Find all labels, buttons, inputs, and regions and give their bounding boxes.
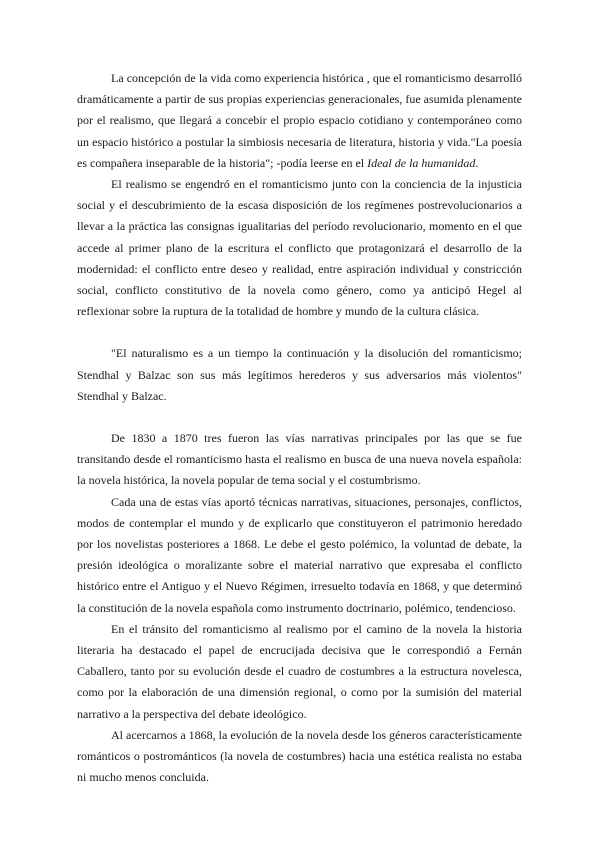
quote-naturalismo: "El naturalismo es a un tiempo la continuación y la disolución del romanticismo; Stendhal y Balzac son sus más legítimos herederos y sus adversarios más violentos" Stendhal y Balzac. [77, 346, 522, 403]
paragraph-spacer [77, 407, 522, 428]
paragraph-acercarnos-1868: Al acercarnos a 1868, la evolución de la novela desde los géneros característicamente románticos o postrománticos (la novela de costumbres) hacia una estética realista no estaba ni mucho menos concluida. [77, 727, 522, 785]
paragraph-spacer [77, 322, 522, 343]
paragraph-realismo-engendro: El realismo se engendró en el romanticismo junto con la conciencia de la injusticia social y el descubrimiento de la escasa disposición de los regímenes postrevolucionarios a llevar a la práctica las consignas igualitarias del período revolucionario, momento en el que accede al primer plano de la escritura el conflicto que protagonizará el desarrollo de la modernidad: el conflicto entre deseo y realidad, entre aspiración individual y constricción social, conflicto constitutivo de la novela como género, como ya anticipó Hegel al reflexionar sobre la ruptura de la totalidad de hombre y mundo de la cultura clásica. [77, 177, 522, 319]
paragraph-vias-narrativas: De 1830 a 1870 tres fueron las vías narrativas principales por las que se fue transitando desde el romanticismo hasta el realismo en busca de una nueva novela española: la novela histórica, la novela popular de tema social y el costumbrismo. [77, 431, 522, 488]
paragraph-concepcion-text: La concepción de la vida como experiencia histórica , que el romanticismo desarrolló dramáticamente a partir de sus propias experiencias generacionales, fue asumida plenamente por el realismo, que llegará a concebir el propio espacio cotidiano y contemporáneo como un espacio histórico a postular la simbiosis necesaria de literatura, historia y vida."La poesía es compañera inseparable de la historia"; -podía leerse en el [77, 71, 522, 170]
paragraph-fernan-caballero: En el tránsito del romanticismo al realismo por el camino de la novela la historia literaria ha destacado el papel de encrucijada decisiva que le correspondió a Fernán Caballero, tanto por su evolución desde el cuadro de costumbres a la estructura novelesca, como por la elaboración de una dimensión regional, o como por la sumisión del material narrativo a la perspectiva del debate ideológico. [77, 621, 522, 721]
paragraph-concepcion-end: . [475, 155, 479, 170]
paragraph-concepcion-vida [77, 68, 522, 174]
book-title-ideal-humanidad: Ideal de la humanidad [367, 155, 476, 170]
paragraph-tecnicas-narrativas: Cada una de estas vías aportó técnicas narrativas, situaciones, personajes, conflictos, modos de contemplar el mundo y de explicarlo que constituyeron el patrimonio heredado por los novelistas posteriores a 1868. Le debe el gesto polémico, la voluntad de debate, la presión ideológica o moralizante sobre el material narrativo que expresaba el conflicto histórico entre el Antiguo y el Nuevo Régimen, irresuelto todavía en 1868, y que determinó la constitución de la novela española como instrumento doctrinario, polémico, tendencioso. [77, 494, 522, 615]
